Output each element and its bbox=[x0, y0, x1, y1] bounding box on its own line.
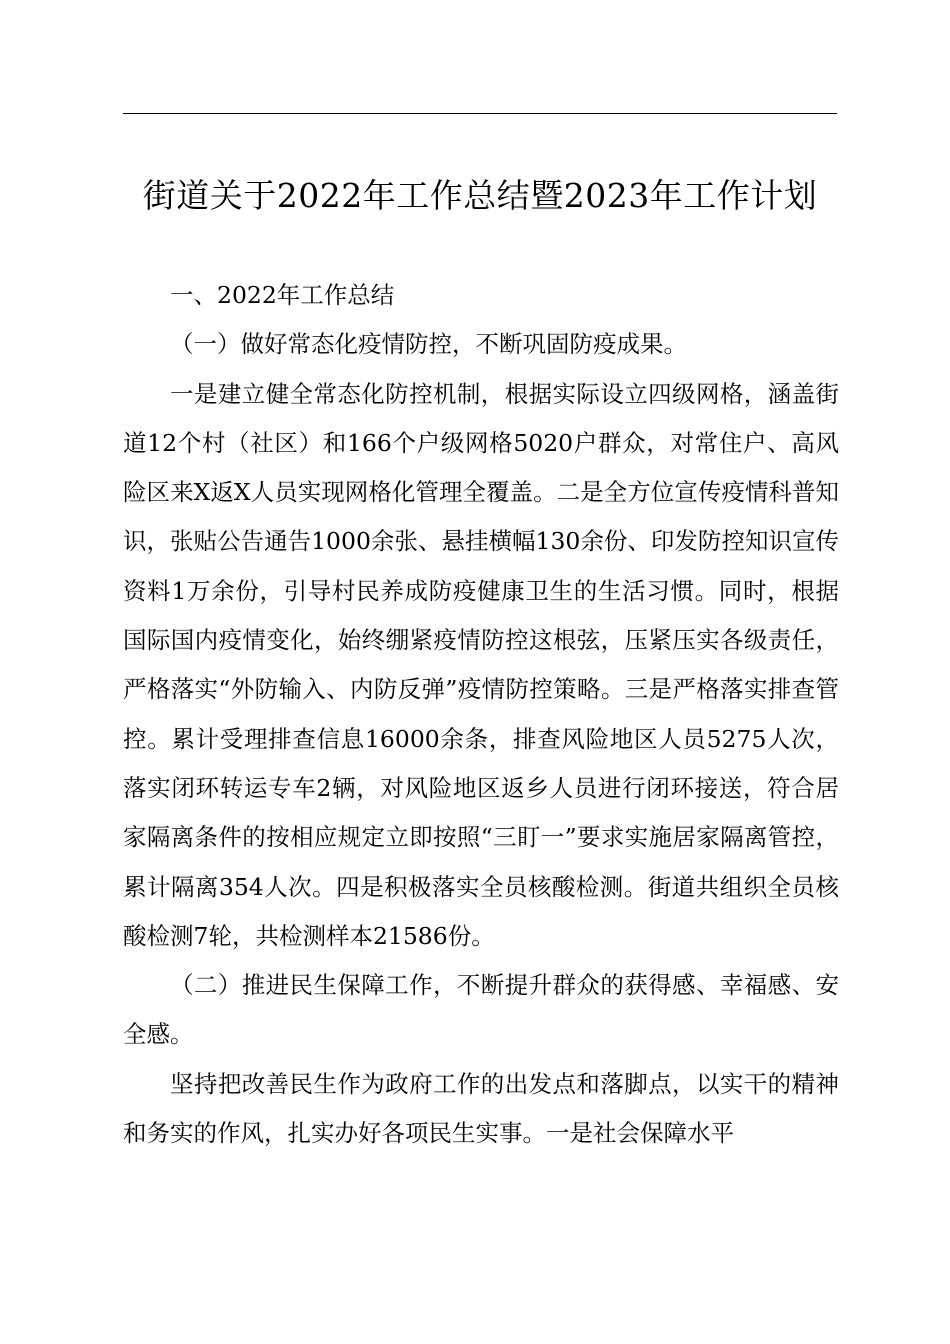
document-title: 街道关于2022年工作总结暨2023年工作计划 bbox=[142, 176, 818, 215]
body-paragraph: 坚持把改善民生作为政府工作的出发点和落脚点，以实干的精神和务实的作风，扎实办好各项民生实事。一是社会保障水平 bbox=[123, 1069, 839, 1148]
subsection-heading: （一）做好常态化疫情防控，不断巩固防疫成果。 bbox=[170, 330, 687, 359]
body-paragraph: 一是建立健全常态化防控机制，根据实际设立四级网格，涵盖街道12个村（社区）和166个户级网格5020户群众，对常住户、高风险区来X返X人员实现网格化管理全覆盖。二是全方位宣传疫情科普知识，张贴公告通告1000余张、悬挂横幅130余份、印发防控知识宣传资料1万余份，引导村民养成防疫健康卫生的生活习惯。同时，根据国际国内疫情变化，始终绷紧疫情防控这根弦，压紧压实各级责任，严格落实“外防输入、内防反弹”疫情防控策略。三是严格落实排查管控。累计受理排查信息16000余条，排查风险地区人员5275人次，落实闭环转运专车2辆，对风险地区返乡人员进行闭环接送，符合居家隔离条件的按相应规定立即按照“三盯一”要求实施居家隔离管控，累计隔离354人次。四是积极落实全员核酸检测。街道共组织全员核酸检测7轮，共检测样本21586份。 bbox=[123, 379, 839, 950]
document-body bbox=[123, 271, 839, 1158]
section-heading: 一、2022年工作总结 bbox=[170, 281, 395, 309]
header-rule bbox=[123, 113, 837, 114]
subsection-heading: （二）推进民生保障工作，不断提升群众的获得感、幸福感、安全感。 bbox=[123, 971, 839, 1049]
